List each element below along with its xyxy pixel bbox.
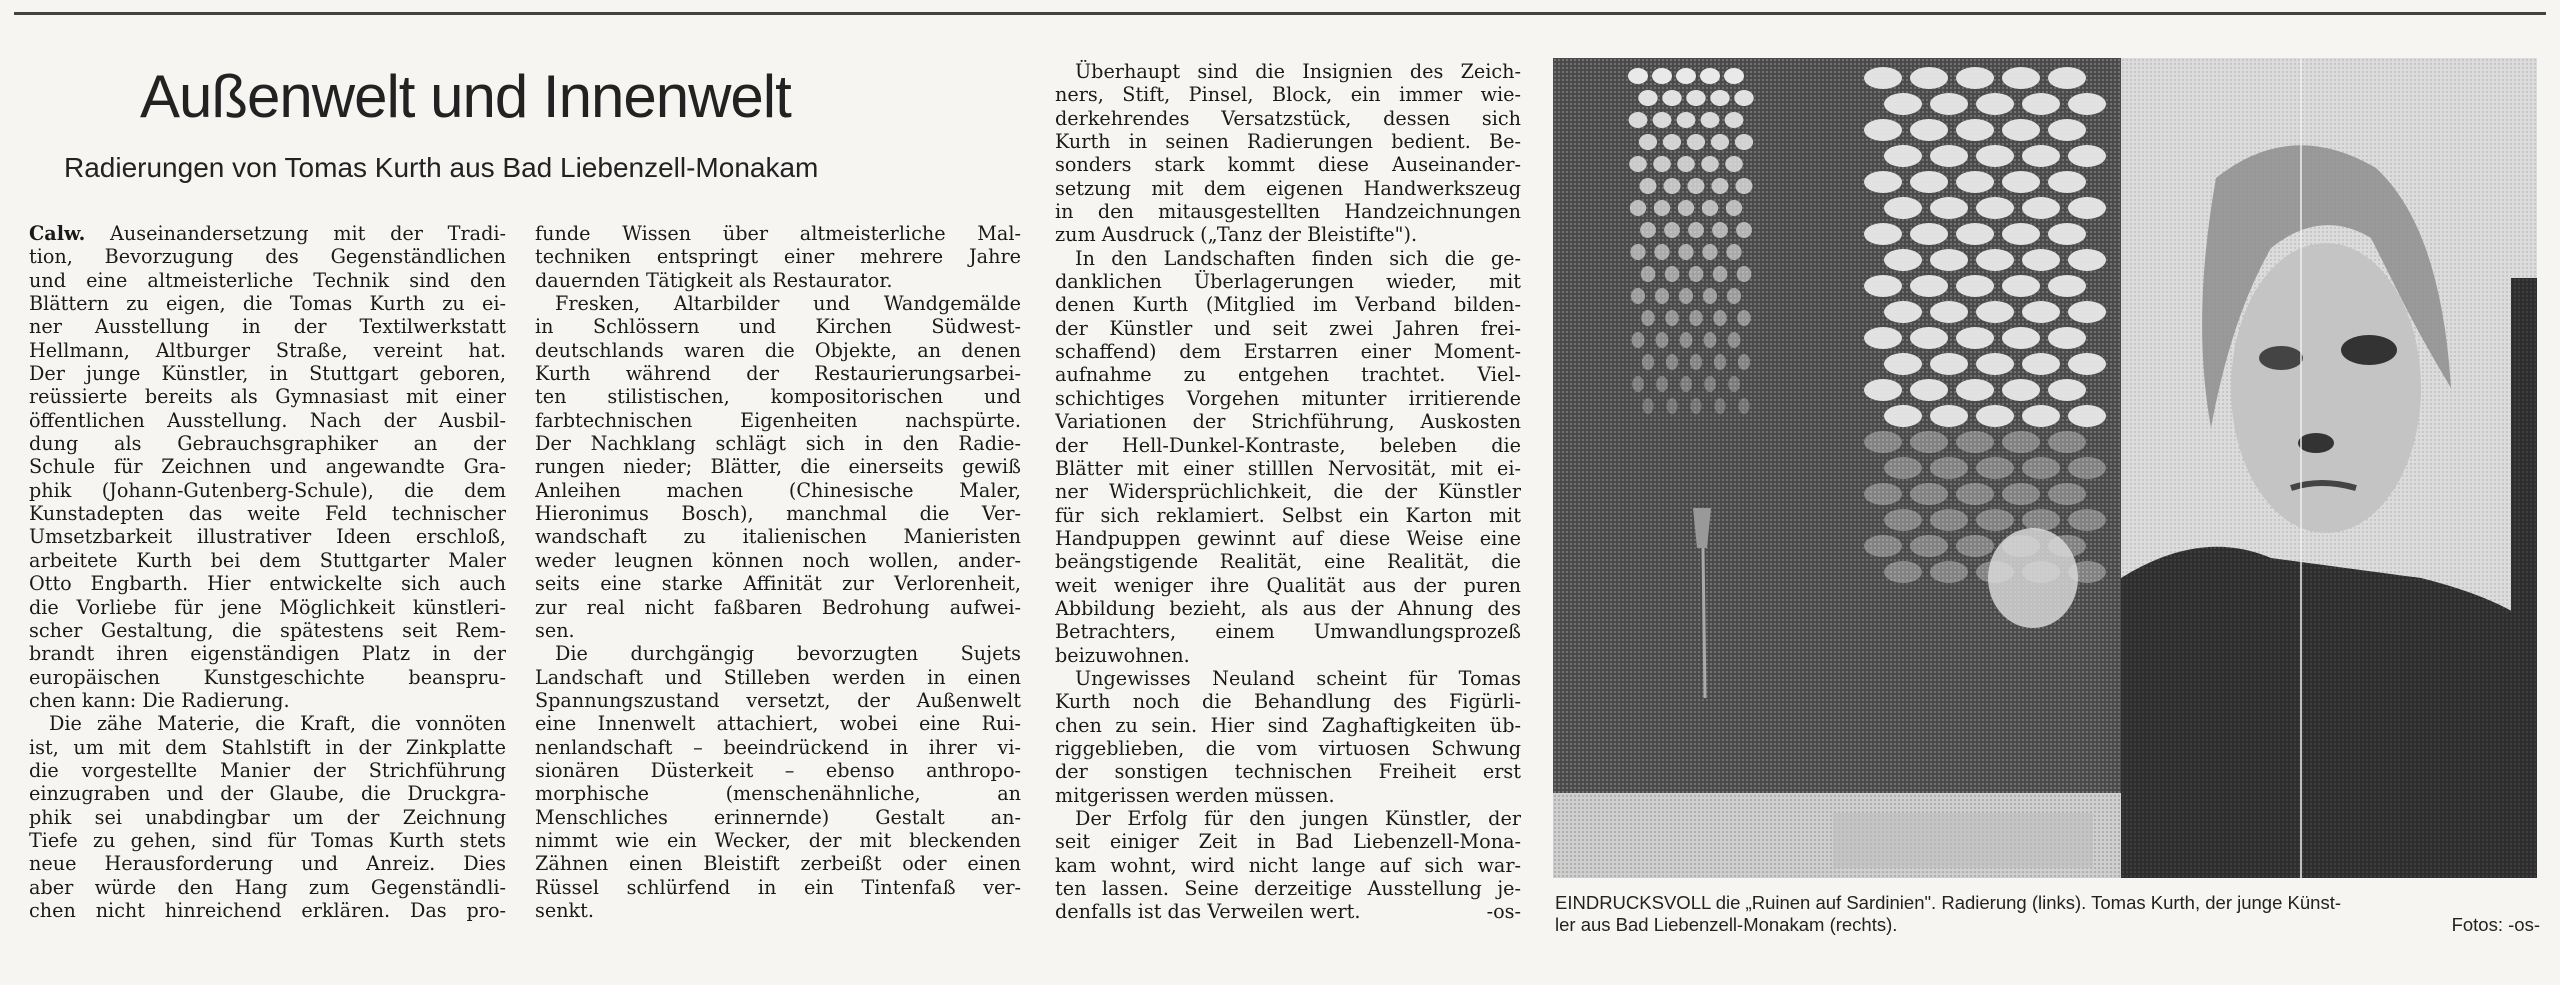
article-line: ner Widersprüchlichkeit, die der Künstler bbox=[1055, 480, 1521, 504]
article-line: brandt ihren eigenständigen Platz in der bbox=[29, 642, 506, 666]
article-line: die vorgestellte Manier der Strichführung bbox=[29, 758, 506, 782]
article-line: scher Gestaltung, die spätestens seit Rem- bbox=[29, 618, 506, 642]
article-line: ner Ausstellung in der Textilwerkstatt bbox=[29, 315, 506, 339]
artist-portrait-photo bbox=[2121, 58, 2537, 878]
article-line: Die durchgängig bevorzugten Sujets bbox=[555, 642, 1021, 666]
article-line: zum Ausdruck („Tanz der Bleistifte"). bbox=[1055, 223, 1418, 247]
article-line: die Vorliebe für jene Möglichkeit künstleri- bbox=[29, 595, 506, 619]
article-line: wandschaft zu italienischen Manieristen bbox=[535, 525, 1021, 549]
article-line: Otto Engbarth. Hier entwickelte sich auch bbox=[29, 572, 506, 596]
article-line: Hieronimus Bosch), manchmal die Ver- bbox=[535, 502, 1021, 526]
article-line: Umsetzbarkeit illustrativer Ideen erschloß, bbox=[29, 525, 506, 549]
article-line: dauernden Tätigkeit als Restaurator. bbox=[535, 268, 893, 292]
subheadline: Radierungen von Tomas Kurth aus Bad Liebenzell-Monakam bbox=[64, 152, 819, 183]
ruins-etching-photo bbox=[1553, 58, 2121, 878]
article-line: Abbildung bezieht, als aus der Ahnung des bbox=[1055, 596, 1521, 620]
author-signature: -os- bbox=[1486, 900, 1521, 924]
article-line: der sonstigen technischen Freiheit erst bbox=[1055, 760, 1521, 784]
article-line: nimmt wie ein Wecker, der mit bleckenden bbox=[535, 828, 1021, 852]
article-line: ten stilistischen, kompositorischen und bbox=[535, 385, 1021, 409]
article-line: einzugraben und der Glaube, die Druckgra- bbox=[29, 782, 506, 806]
caption-text: ler aus Bad Liebenzell-Monakam (rechts). bbox=[1555, 914, 1898, 935]
article-line-text: denfalls ist das Verweilen wert. bbox=[1055, 900, 1361, 924]
article-line: chen nicht hinreichend erklären. Das pro- bbox=[29, 898, 506, 922]
article-line: Variationen der Strichführung, Auskosten bbox=[1055, 410, 1521, 434]
article-line: tion, Bevorzugung des Gegenständlichen bbox=[29, 245, 506, 269]
article-line: Kunstadepten das weite Feld technischer bbox=[29, 502, 506, 526]
article-line: rungen nieder; Blätter, die einerseits gewiß bbox=[535, 455, 1021, 479]
article-line: denen Kurth (Mitglied im Verband bilden- bbox=[1055, 293, 1521, 317]
article-line: Anleihen machen (Chinesische Maler, bbox=[535, 478, 1021, 502]
article-line: Zähnen einen Bleistift zerbeißt oder einen bbox=[535, 852, 1021, 876]
article-column-3 bbox=[1055, 60, 1521, 924]
article-line: weder leugnen können noch wollen, ander- bbox=[535, 548, 1021, 572]
caption-line-2 bbox=[1555, 914, 2540, 936]
article-line: reüssierte bereits als Gymnasiast mit einer bbox=[29, 385, 506, 409]
article-line: der Hell-Dunkel-Kontraste, beleben die bbox=[1055, 433, 1521, 457]
dateline: Calw. bbox=[29, 222, 86, 245]
article-line: farbtechnischen Eigenheiten nachspürte. bbox=[535, 408, 1021, 432]
article-line: Blätter mit einer stilllen Nervosität, mit ei- bbox=[1055, 456, 1521, 480]
article-line: dung als Gebrauchsgraphiker an der bbox=[29, 432, 506, 456]
article-line: Handpuppen gewinnt auf diese Weise eine bbox=[1055, 526, 1521, 550]
article-line: sonders stark kommt diese Auseinander- bbox=[1055, 153, 1521, 177]
article-line: Tiefe zu gehen, sind für Tomas Kurth stets bbox=[29, 828, 506, 852]
article-line: derkehrendes Versatzstück, dessen sich bbox=[1055, 106, 1521, 130]
article-column-1 bbox=[29, 222, 506, 922]
article-line: In den Landschaften finden sich die ge- bbox=[1075, 246, 1521, 270]
article-line bbox=[1055, 900, 1521, 923]
article-line: Überhaupt sind die Insignien des Zeich- bbox=[1075, 60, 1521, 83]
article-line: techniken entspringt einer mehrere Jahre bbox=[535, 245, 1021, 269]
article-column-2 bbox=[535, 222, 1021, 922]
article-line: beizuwohnen. bbox=[1055, 643, 1190, 667]
article-line: Landschaft und Stilleben werden in einen bbox=[535, 665, 1021, 689]
article-line: sen. bbox=[535, 618, 575, 642]
article-line: öffentlichen Ausstellung. Nach der Ausbil- bbox=[29, 408, 506, 432]
article-line: europäischen Kunstgeschichte beanspru- bbox=[29, 665, 506, 689]
article-line: Der Nachklang schlägt sich in den Radie- bbox=[535, 432, 1021, 456]
article-line: Schule für Zeichnen und angewandte Gra- bbox=[29, 455, 506, 479]
article-line: morphische (menschenähnliche, an bbox=[535, 782, 1021, 806]
article-line: setzung mit dem eigenen Handwerkszeug bbox=[1055, 176, 1521, 200]
caption-line-1: EINDRUCKSVOLL die „Ruinen auf Sardinien". Radierung (links). Tomas Kurth, der junge Künst- bbox=[1555, 892, 2341, 913]
article-line: Ungewisses Neuland scheint für Tomas bbox=[1075, 666, 1521, 690]
photo-credit: Fotos: -os- bbox=[2451, 914, 2540, 935]
article-line: Menschliches erinnernde) Gestalt an- bbox=[535, 805, 1021, 829]
article-line: sionären Düsterkeit – ebenso anthropo- bbox=[535, 758, 1021, 782]
article-line: Hellmann, Altburger Straße, vereint hat. bbox=[29, 338, 506, 362]
article-line: neue Herausforderung und Anreiz. Dies bbox=[29, 852, 506, 876]
article-line: Rüssel schlürfend in ein Tintenfaß ver- bbox=[535, 875, 1021, 899]
article-line: Kurth während der Restaurierungsarbei- bbox=[535, 362, 1021, 386]
article-line: in den mitausgestellten Handzeichnungen bbox=[1055, 200, 1521, 224]
article-line: Betrachters, einem Umwandlungsprozeß bbox=[1055, 620, 1521, 644]
article-line: phik (Johann-Gutenberg-Schule), die dem bbox=[29, 478, 506, 502]
article-line: arbeitete Kurth bei dem Stuttgarter Maler bbox=[29, 548, 506, 572]
article-line: weit weniger ihre Qualität aus der puren bbox=[1055, 573, 1521, 597]
article-line: der Künstler und seit zwei Jahren frei- bbox=[1055, 316, 1521, 340]
top-rule bbox=[14, 12, 2546, 15]
article-line: aufnahme zu entgehen trachtet. Viel- bbox=[1055, 363, 1521, 387]
article-line: Kurth noch die Behandlung des Figürli- bbox=[1055, 690, 1521, 714]
headline: Außenwelt und Innenwelt bbox=[140, 63, 791, 130]
article-line: nenlandschaft – beeindrückend in ihrer vi- bbox=[535, 735, 1021, 759]
article-line: Fresken, Altarbilder und Wandgemälde bbox=[555, 292, 1021, 316]
article-line: phik sei unabdingbar um der Zeichnung bbox=[29, 805, 506, 829]
article-line: Spannungszustand versetzt, der Außenwelt bbox=[535, 688, 1021, 712]
article-line: für sich reklamiert. Selbst ein Karton mit bbox=[1055, 503, 1521, 527]
article-line: ners, Stift, Pinsel, Block, ein immer wie- bbox=[1055, 83, 1521, 107]
article-line: Die zähe Materie, die Kraft, die vonnöten bbox=[49, 712, 506, 736]
article-line: seits eine starke Affinität zur Verlorenheit, bbox=[535, 572, 1021, 596]
article-line: deutschlands waren die Objekte, an denen bbox=[535, 338, 1021, 362]
article-line: seit einiger Zeit in Bad Liebenzell-Mona- bbox=[1055, 830, 1521, 854]
article-line: Der junge Künstler, in Stuttgart geboren, bbox=[29, 362, 506, 386]
article-line: Kurth in seinen Radierungen bedient. Be- bbox=[1055, 130, 1521, 154]
article-line: kam wohnt, wird nicht lange auf sich war- bbox=[1055, 853, 1521, 877]
article-line bbox=[29, 222, 506, 245]
article-line-text: Auseinandersetzung mit der Tradi- bbox=[110, 222, 506, 245]
article-line: senkt. bbox=[535, 898, 594, 922]
article-line: und eine altmeisterliche Technik sind den bbox=[29, 268, 506, 292]
article-line: danklichen Überlagerungen wieder, mit bbox=[1055, 270, 1521, 294]
article-line: funde Wissen über altmeisterliche Mal- bbox=[535, 222, 1021, 245]
article-line: chen kann: Die Radierung. bbox=[29, 688, 290, 712]
article-line: aber würde den Hang zum Gegenständli- bbox=[29, 875, 506, 899]
article-line: eine Innenwelt attachiert, wobei eine Rui- bbox=[535, 712, 1021, 736]
photo-caption bbox=[1555, 892, 2540, 936]
article-line: schichtiges Vorgehen mitunter irritierende bbox=[1055, 386, 1521, 410]
article-line: schaffend) dem Erstarren einer Moment- bbox=[1055, 340, 1521, 364]
article-line: ten lassen. Seine derzeitige Ausstellung je- bbox=[1055, 877, 1521, 901]
article-line: chen zu sein. Hier sind Zaghaftigkeiten üb- bbox=[1055, 713, 1521, 737]
article-line: ist, um mit dem Stahlstift in der Zinkplatte bbox=[29, 735, 506, 759]
article-line: mitgerissen werden müssen. bbox=[1055, 783, 1335, 807]
photo-pair bbox=[1553, 58, 2537, 878]
article-line: zur real nicht faßbaren Bedrohung aufwei- bbox=[535, 595, 1021, 619]
article-line: in Schlössern und Kirchen Südwest- bbox=[535, 315, 1021, 339]
article-line: Der Erfolg für den jungen Künstler, der bbox=[1075, 807, 1521, 830]
article-line: riggeblieben, die vom virtuosen Schwung bbox=[1055, 736, 1521, 760]
article-line: Blättern zu eigen, die Tomas Kurth zu ei- bbox=[29, 292, 506, 316]
article-line: beängstigende Realität, eine Realität, die bbox=[1055, 550, 1521, 574]
